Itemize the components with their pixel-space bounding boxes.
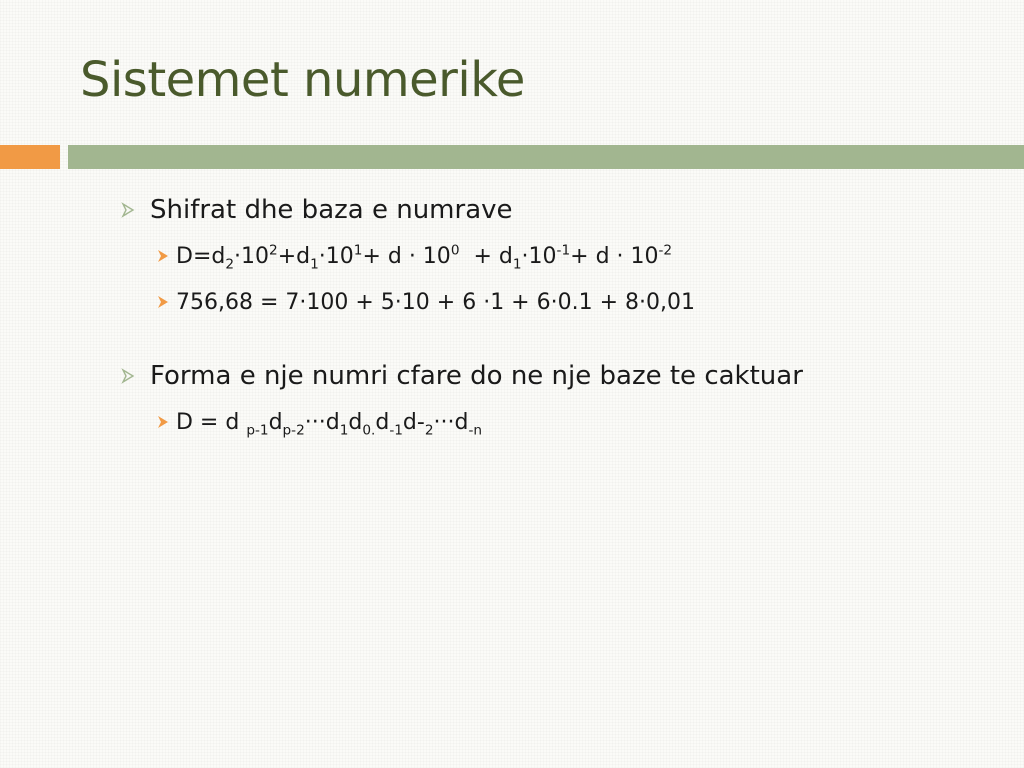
list-item-formula-1 bbox=[156, 238, 1000, 274]
formula-general-form: D = d $_{p-1}d_{p-2}\cdot\cdot\cdot d_1d_{0.}d_{-1}d-_2\cdot\cdot\cdot d_{-n}$ bbox=[176, 409, 483, 438]
arrow-bullet-icon bbox=[120, 202, 136, 218]
arrow-bullet-icon bbox=[156, 415, 170, 429]
arrow-bullet-icon bbox=[156, 249, 170, 263]
slide-title: Sistemet numerike bbox=[80, 52, 525, 108]
arrow-bullet-icon bbox=[156, 295, 170, 309]
list-item-section2 bbox=[120, 358, 1000, 440]
bullet-heading-1 bbox=[120, 192, 1000, 228]
formula-expansion: $D=d_2\cdot 10^2+d_1\cdot 10^1+ d \cdot 10^0 + d_1\cdot 10^{-1}+ d \cdot 10^{-2}$ bbox=[176, 242, 673, 272]
accent-bar-green bbox=[68, 145, 1024, 169]
arrow-bullet-icon bbox=[120, 368, 136, 384]
list-item-formula-3 bbox=[156, 404, 1000, 440]
formula-example: 756,68 = 7·100 + 5·10 + 6 ·1 + 6·0.1 + 8·0,01 bbox=[176, 289, 695, 315]
bullet-heading-2 bbox=[120, 358, 1000, 394]
list-item-section1 bbox=[120, 192, 1000, 320]
section1-heading: Shifrat dhe baza e numrave bbox=[150, 195, 513, 225]
section2-heading: Forma e nje numri cfare do ne nje baze te caktuar bbox=[150, 361, 803, 391]
accent-bar-orange bbox=[0, 145, 60, 169]
bullet-list bbox=[120, 192, 1000, 440]
list-item-formula-2 bbox=[156, 284, 1000, 320]
sub-list-2 bbox=[120, 404, 1000, 440]
sub-list-1 bbox=[120, 238, 1000, 320]
